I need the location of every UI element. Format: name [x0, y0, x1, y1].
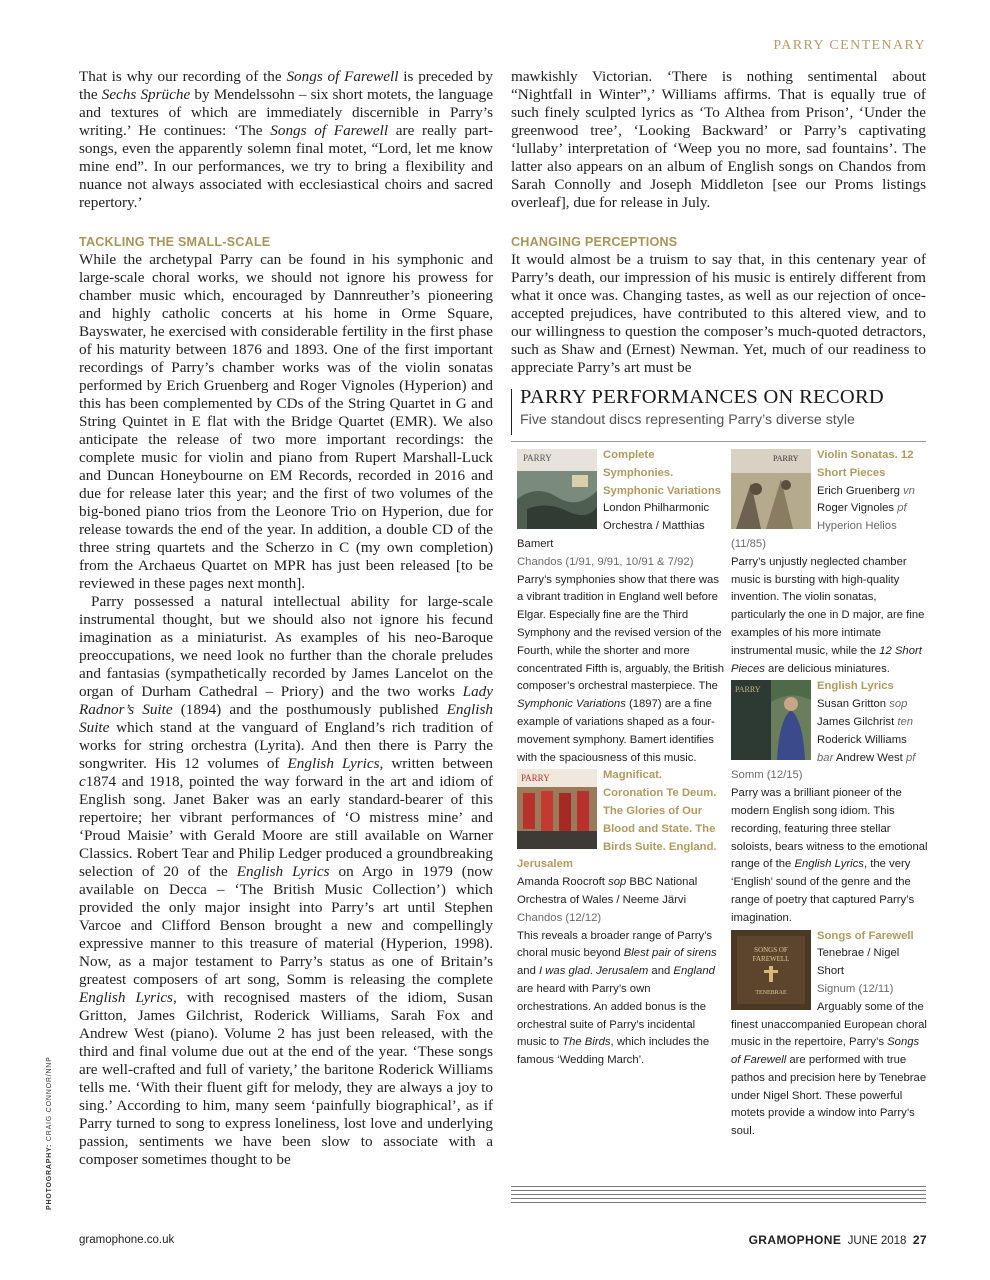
paragraph-miniaturist: Parry possessed a natural intellectual ability for large-scale instrumental thought, but we should also not ignore his fecund imagination as a miniaturist. As examples of his neo-Baroque preoccupations, we need look no further than the chorale preludes and fantasias (sympathetically recorded by James Lancelot on the organ of Durham Cathedral – Priory) and the two works Lady Radnor’s Suite (1894) and the posthumously published English Suite which stand at the vanguard of England’s rich tradition of works for string orchestra (Lyrita). And then there is Parry the songwriter. His 12 volumes of English Lyrics, written between c1874 and 1918, pointed the way forward in the art and idiom of English song. Janet Baker was an early standard-bearer of this repertoire; her vibrant performances of ‘O mistress mine’ and ‘Proud Maisie’ with Gerald Moore are still available on Warner Classics. Robert Tear and Philip Ledger produced a groundbreaking selection of 20 of the English Lyrics on Argo in 1979 (now available on Decca – ‘The British Music Collection’) which provided the only major insight into Parry’s art until Stephen Varcoe and Clifford Benson brought a new and compellingly expressive manner to this treasure of material (Hyperion, 1998). Now, as a major testament to Parry’s status as one of Britain’s greatest composers of art song, Somm is releasing the complete English Lyrics, with recognised masters of the idiom, Susan Gritton, James Gilchrist, Roderick Williams, Sarah Fox and Andrew West (piano). Volume 2 has just been released, with the third and final volume due out at the end of the year. ‘These songs are well-crafted and full of variety,’ the baritone Roderick Williams tells me. ‘With their fluent gift for melody, they are always a joy to sing.’ According to him, many seem ‘painfully biographical’, as if Parry turned to song to express loneliness, lost love and underlying passion, sentiments we have been slow to associate with a composer sometimes thought to be [79, 593, 493, 1168]
box-rule [511, 389, 512, 435]
article-column-right [511, 68, 926, 377]
paragraph-intro: That is why our recording of the Songs of Farewell is preceded by the Sechs Sprüche by Mendelssohn – six short motets, the language and textures of which are immediately discernible in Parry’s writing.’ He continues: ‘The Songs of Farewell are really part-songs, even the apparently solemn final motet, “Lord, let me know mine end”. In our performances, we try to bring a flexibility and nuance not always associated with ecclesiastical choirs and sacred repertory.’ [79, 68, 494, 211]
record-entry [517, 767, 724, 1070]
album-cover-image [517, 769, 597, 849]
record-label: Chandos (12/12) [517, 911, 602, 924]
section-heading: TACKLING THE SMALL-SCALE [79, 235, 271, 249]
box-column-right [731, 447, 929, 1141]
record-entry [731, 447, 929, 678]
record-performers: Erich Gruenberg vn Roger Vignoles pf [817, 484, 915, 515]
box-subtitle: Five standout discs representing Parry’s diverse style [520, 412, 855, 428]
album-cover-image [731, 930, 811, 1010]
box-bottom-rules [511, 1186, 926, 1206]
paragraph-songs: mawkishly Victorian. ‘There is nothing sentimental about “Nightfall in Winter”,’ Williams affirms. That is equally true of such finely sculpted lyrics as ‘To Althea from Prison’, ‘Under the greenwood tree’, ‘Looking Backward’ or Parry’s captivating ‘lullaby’ interpretation of ‘Weep you no more, sad fountains’. The latter also appears on an album of English songs on Chandos from Sarah Connolly and Joseph Middleton [see our Proms listings overleaf], due for release in July. [511, 68, 926, 211]
cover-text: PARRY [523, 453, 552, 463]
footer-brand: GRAMOPHONE [748, 1233, 842, 1247]
record-entry [731, 928, 929, 1142]
paragraph-perceptions: It would almost be a truism to say that, in this centenary year of Parry’s death, our impression of his music is entirely different from what it once was. Changing tastes, as well as our rejection of once-accepted prejudices, have contributed to this altered view, and to our willingness to question the composer’s much-quoted detractors, such as Shaw and (Ernest) Newman. Yet, much of our readiness to appreciate Parry’s art must be [511, 251, 926, 376]
cover-text: PARRY [521, 773, 550, 784]
paragraph-chamber-music: While the archetypal Parry can be found in his symphonic and large-scale choral works, we should not ignore his prowess for chamber music which, encouraged by Dannreuther’s pioneering and highly catholic concerts at his home in Orme Square, Bayswater, he exercised with considerable fertility in the first phase of his maturity between 1876 and 1893. One of the first important recordings of Parry’s chamber works was of the violin sonatas performed by Erich Gruenberg and Roger Vignoles (Hyperion) and this has been complemented by CDs of the String Quartet in G and String Quintet in E flat with the Bridge Quartet (EMR). We also anticipate the release of two more important recordings: the complete music for violin and piano from Rupert Marshall-Luck and Duncan Honeybourne on EM Records, recorded in 2016 and due for release later this year; and the first of two volumes of the big-boned piano trios from the Leonore Trio on Hyperion, due for release towards the end of the year. In addition, a double CD of the three string quartets and the Scherzo in C (my own completion) from the Archaeus Quartet on MPR has just been released [to be reviewed in these pages next month]. [79, 251, 493, 592]
record-text: Parry’s unjustly neglected chamber music is bursting with high-quality invention. The violin sonatas, particularly the one in D major, are fine examples of his more intimate instrumental music, while the 12 Short Pieces are delicious miniatures. [731, 555, 925, 675]
record-label: Hyperion Helios (11/85) [731, 520, 897, 550]
album-cover-image [517, 449, 597, 529]
record-text: Parry’s symphonies show that there was a vibrant tradition in England well before Elgar. Especially fine are the Third Symphony and the revised version of the Fourth, while the shorter and more concentrated Fifth is, arguably, the British composer’s orchestral masterpiece. The Symphonic Variations (1897) are a fine example of variations shaped as a four-movement symphony. Bamert identifies with the spaciousness of this music. [517, 573, 725, 764]
record-title: Songs of Farewell [817, 929, 914, 942]
record-performers: Tenebrae / Nigel Short [817, 947, 900, 978]
cover-text: PARRY [735, 685, 761, 695]
cover-text: SONGS OF [754, 945, 788, 954]
section-label: PARRY CENTENARY [773, 38, 926, 53]
recordings-box [511, 386, 928, 1209]
record-title: Magnificat. Coronation Te Deum. The Glories of Our Blood and State. The Birds Suite. England. Jerusalem [517, 769, 717, 871]
record-performers: Susan Gritton sop James Gilchrist ten Roderick Williams bar Andrew West pf [817, 698, 916, 764]
record-text: Arguably some of the finest unaccompanied European choral music in the repertoire, Parry’s Songs of Farewell are performed with true pathos and precision here by Tenebrae under Nigel Short. These powerful motets provide a window into Parry’s soul. [731, 1000, 927, 1138]
record-title: Violin Sonatas. 12 Short Pieces [817, 449, 914, 479]
record-title: Complete Symphonies. Symphonic Variations [603, 449, 722, 497]
photo-credit: PHOTOGRAPHY: CRAIG CONNOR/NNP [46, 1056, 53, 1210]
footer-issue [749, 1233, 927, 1247]
album-cover-image [731, 449, 811, 529]
cover-text: PARRY [773, 454, 799, 463]
record-title: English Lyrics [817, 680, 894, 693]
box-column-left [517, 447, 724, 1070]
record-label: Signum (12/11) [817, 982, 894, 995]
footer-website: gramophone.co.uk [79, 1234, 175, 1246]
page-number: 27 [912, 1233, 927, 1247]
record-entry [517, 447, 724, 767]
record-performers: London Philharmonic Orchestra / Matthias Bamert [517, 502, 710, 550]
footer-date: JUNE 2018 [847, 1235, 907, 1247]
record-label: Somm (12/15) [731, 769, 803, 782]
album-cover-image [731, 680, 811, 760]
record-label: Chandos (1/91, 9/91, 10/91 & 7/92) [517, 555, 694, 568]
record-performers: Amanda Roocroft sop BBC National Orchestra of Wales / Neeme Järvi [517, 876, 698, 906]
record-text: This reveals a broader range of Parry’s choral music beyond Blest pair of sirens and I was glad. Jerusalem and England are heard with Parry’s own orchestrations. An added bonus is the orchestral suite of Parry’s incidental music to The Birds, which includes the famous ‘Wedding March’. [517, 929, 717, 1067]
article-column-left [79, 68, 493, 1169]
record-text: Parry was a brilliant pioneer of the modern English song idiom. This recording, featuring three stellar soloists, bears witness to the emotional range of the English Lyrics, the very ‘English’ sound of the genre and the range of poetry that captured Parry’s imagination. [731, 787, 928, 924]
section-heading: CHANGING PERCEPTIONS [511, 235, 678, 249]
box-divider [511, 441, 926, 442]
cover-text: TENEBRAE [755, 989, 787, 996]
box-title: PARRY PERFORMANCES ON RECORD [520, 386, 885, 408]
record-entry [731, 678, 929, 927]
cover-text: FAREWELL [752, 954, 790, 963]
